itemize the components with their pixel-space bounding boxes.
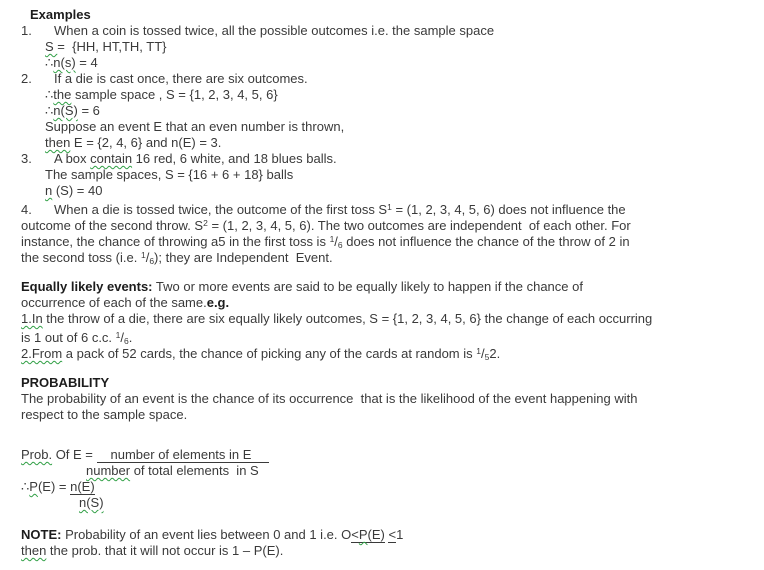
note-text: Probability of an event lies between 0 and 1 i.e. O — [61, 527, 352, 542]
equally-likely-heading: Equally likely events: — [21, 279, 153, 294]
example-2-line-1 — [0, 71, 764, 87]
example-2-line-2 — [0, 87, 764, 103]
probability-def-cont: respect to the sample space. — [21, 407, 188, 422]
fraction-slash: / — [145, 250, 150, 265]
fraction-numerator: 1 — [115, 330, 121, 340]
event-description: Suppose an event E that an even number is thrown, — [45, 119, 345, 134]
point-1-text: the throw of a die, there are six equally likely outcomes, S = {1, 2, 3, 4, 5, 6} the change of each occurring — [42, 311, 653, 326]
equally-likely-point-1b — [0, 327, 764, 346]
example-2-text: If a die is cast once, there are six outcomes. — [54, 71, 308, 86]
equally-likely-text: Two or more events are said to be equally likely to happen if the chance of — [152, 279, 583, 294]
example-4-cont-rest: = (1, 2, 3, 4, 5, 6). The two outcomes are independent of each other. For — [207, 218, 631, 233]
fraction-denominator: 6 — [149, 256, 155, 266]
formula-fraction-numerator: number of elements in E — [97, 447, 270, 463]
example-1-number: 1. — [21, 23, 32, 38]
fraction-numerator: 1 — [476, 346, 481, 356]
equally-likely-point-2 — [0, 343, 764, 362]
example-1-line-1 — [0, 23, 764, 39]
equation-rest: = 4 — [75, 55, 98, 70]
point-2-text: a pack of 52 cards, the chance of picking any of the cards at random is — [62, 346, 477, 361]
example-2-line-5 — [0, 135, 764, 151]
fraction-slash: / — [334, 234, 338, 249]
example-4-text: When a die is tossed twice, the outcome of the first toss S — [54, 202, 388, 217]
pe-rest: (E) — [367, 527, 385, 542]
fraction-numerator: 1 — [140, 250, 146, 260]
formula-pe-lhs: (E) = — [37, 479, 71, 494]
squiggle-word: Prob. — [21, 447, 53, 462]
examples-heading — [0, 7, 764, 23]
point-2-end: 2. — [489, 346, 501, 361]
note-cont-text: the prob. that it will not occur is 1 – P(E). — [46, 543, 284, 558]
example-3-number: 3. — [21, 151, 32, 166]
squiggle-word: P — [29, 479, 38, 494]
squiggle-word: n(s) — [53, 55, 76, 70]
therefore-symbol: ∴ — [45, 87, 54, 102]
example-4-cont-rest: ); they are Independent Event. — [154, 250, 333, 265]
example-3-text: A box — [54, 151, 91, 166]
fraction-slash: / — [120, 330, 125, 345]
example-2-line-4 — [0, 119, 764, 135]
event-set: E = {2, 4, 6} and n(E) = 3. — [70, 135, 222, 150]
point-1-end: . — [128, 330, 133, 345]
example-3-line-2 — [0, 167, 764, 183]
less-than-sign: < — [351, 527, 359, 542]
spacer — [0, 511, 764, 527]
eg-label: e.g. — [206, 295, 230, 310]
example-4-cont: instance, the chance of throwing a5 in the first toss is — [21, 234, 330, 249]
example-4-line-1 — [0, 199, 764, 215]
equally-likely-point-1 — [0, 311, 764, 327]
example-4-line-4 — [0, 247, 764, 266]
squiggle-word: n(S) — [53, 103, 78, 118]
squiggle-word: contain — [90, 151, 133, 166]
formula-line-1 — [0, 447, 764, 463]
formula-fraction-denominator: of total elements in S — [130, 463, 259, 478]
fraction-numerator: 1 — [329, 234, 335, 244]
fraction-slash: / — [480, 346, 485, 361]
leq-pe-underlined — [351, 527, 385, 543]
squiggle-word: 2.From — [21, 346, 63, 361]
examples-heading-text: Examples — [30, 7, 91, 22]
squiggle-word: then — [45, 135, 71, 150]
equation-rest: (S) = 40 — [52, 183, 103, 198]
example-4-line-3 — [0, 231, 764, 250]
equally-likely-cont: occurrence of each of the same. — [21, 295, 207, 310]
equally-likely-line-2 — [0, 295, 764, 311]
probability-def-line-2 — [0, 407, 764, 423]
example-4-text-rest: = (1, 2, 3, 4, 5, 6) does not influence the — [391, 202, 626, 217]
spacer — [0, 423, 764, 447]
spacer — [0, 359, 764, 375]
squiggle-word: S — [45, 39, 58, 54]
squiggle-word: then — [21, 543, 47, 558]
example-1-text: When a coin is tossed twice, all the possible outcomes i.e. the sample space — [54, 23, 495, 38]
squiggle-word: n — [45, 183, 53, 198]
squiggle-word: the — [53, 87, 72, 102]
spacer — [0, 263, 764, 279]
squiggle-word: P — [358, 527, 368, 542]
squiggle-word: 1.In — [21, 311, 43, 326]
formula-line-3 — [0, 479, 764, 495]
point-1-cont: is 1 out of 6 c.c. — [21, 330, 116, 345]
example-3-line-3 — [0, 183, 764, 199]
fraction-denominator: 5 — [484, 352, 490, 362]
example-2-line-3 — [0, 103, 764, 119]
sample-space-set: sample space , S = {1, 2, 3, 4, 5, 6} — [71, 87, 278, 102]
formula-line-2 — [0, 463, 764, 479]
therefore-symbol: ∴ — [21, 479, 30, 494]
example-2-number: 2. — [21, 71, 32, 86]
probability-heading — [0, 375, 764, 391]
fraction-denominator: 6 — [337, 240, 343, 250]
example-1-line-2 — [0, 39, 764, 55]
equally-likely-line-1 — [0, 279, 764, 295]
formula-ne-numerator: n(E) — [70, 479, 95, 494]
equation-rest: = 6 — [77, 103, 100, 118]
sample-space-sum: The sample spaces, S = {16 + 6 + 18} balls — [45, 167, 294, 182]
note-line-1 — [0, 527, 764, 543]
note-label: NOTE: — [21, 527, 62, 542]
sample-space-set: = {HH, HT,TH, TT} — [57, 39, 167, 54]
superscript: 2 — [203, 218, 208, 228]
therefore-symbol: ∴ — [45, 55, 54, 70]
probability-def-text: The probability of an event is the chance of its occurrence that is the likelihood of the event happening with — [21, 391, 638, 406]
example-3-line-1 — [0, 151, 764, 167]
example-4-line-2 — [0, 215, 764, 231]
probability-heading-text: PROBABILITY — [21, 375, 110, 390]
formula-lhs: Of E = — [52, 447, 97, 462]
therefore-symbol: ∴ — [45, 103, 54, 118]
less-than-sign-underlined: < — [388, 527, 397, 542]
note-text-end: 1 — [396, 527, 404, 542]
example-4-number: 4. — [21, 202, 32, 217]
superscript: 1 — [387, 202, 392, 212]
example-1-line-3 — [0, 55, 764, 71]
example-4-cont: the second toss (i.e. — [21, 250, 141, 265]
formula-line-4 — [0, 495, 764, 511]
fraction-denominator: 6 — [124, 336, 129, 346]
example-4-cont-rest: does not influence the chance of the throw of 2 in — [342, 234, 630, 249]
example-4-cont: outcome of the second throw. S — [21, 218, 204, 233]
note-line-2 — [0, 543, 764, 559]
squiggle-word: number — [86, 463, 131, 478]
squiggle-word: n(S) — [79, 495, 104, 510]
example-3-text-rest: 16 red, 6 white, and 18 blues balls. — [132, 151, 337, 166]
probability-def-line-1 — [0, 391, 764, 407]
